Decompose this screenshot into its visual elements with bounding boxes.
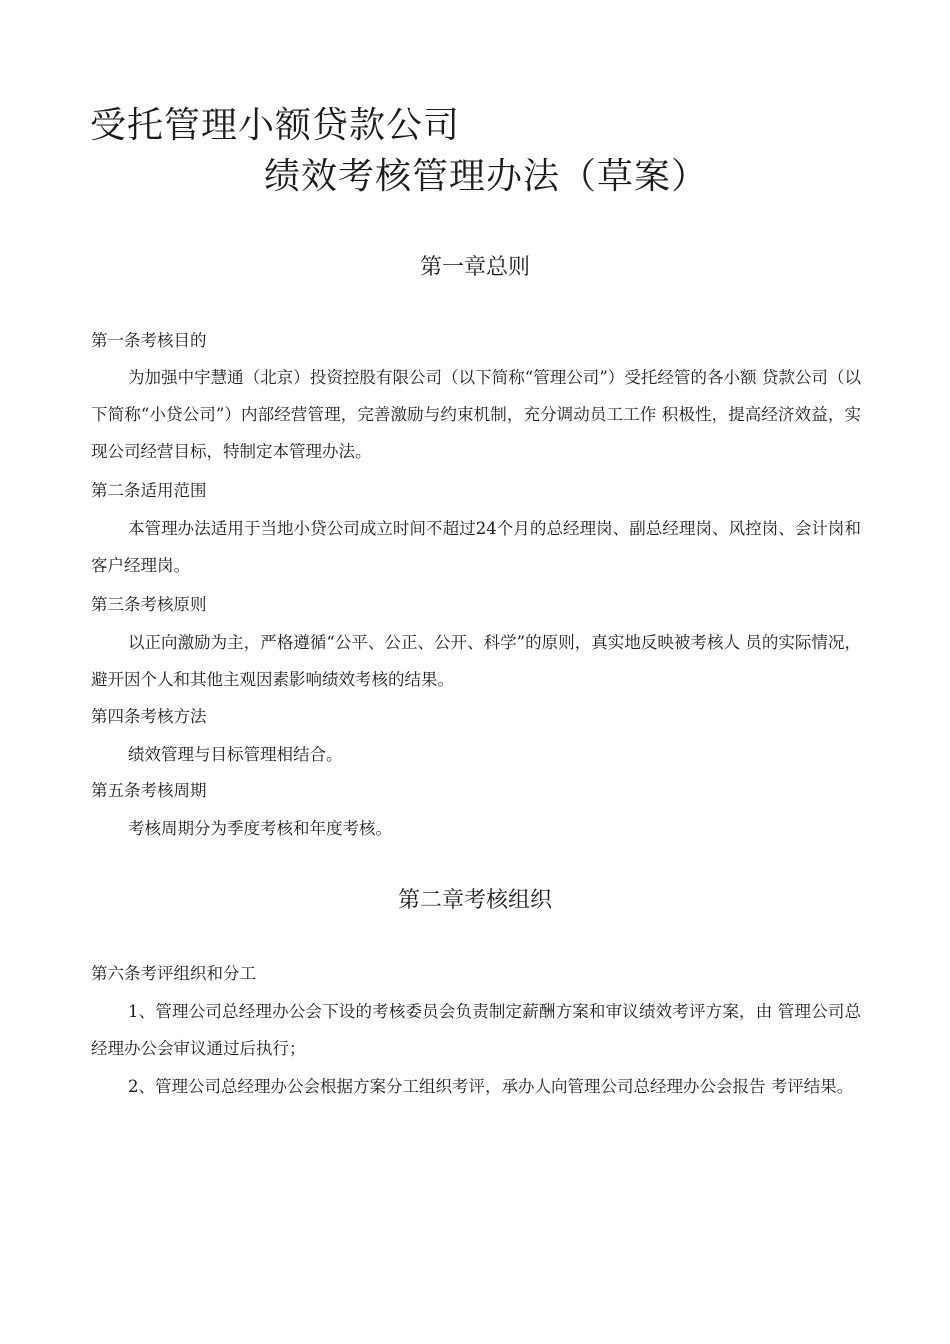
article-4-text: 绩效管理与目标管理相结合。 [128,745,343,764]
article-6-item-2: 2、管理公司总经理办公会根据方案分工组织考评，承办人向管理公司总经理办公会报告 考评结果。 [128,1077,854,1096]
article-4-heading: 第四条考核方法 [91,707,207,726]
article-5-heading: 第五条考核周期 [91,781,207,800]
article-2-heading: 第二条适用范围 [91,481,207,500]
article-1-heading: 第一条考核目的 [91,331,207,350]
article-5-text: 考核周期分为季度考核和年度考核。 [128,819,392,838]
chapter-2-heading: 第二章考核组织 [397,888,552,913]
document-title-line2: 绩效考核管理办法（草案） [264,156,709,197]
article-1-text: 为加强中宇慧通（北京）投资控股有限公司（以下简称“管理公司”）受托经管的各小额 贷款公司（以下简称“小贷公司”）内部经营管理，完善激励与约束机制，充分调动员工工作 积极性，提高经济效益，实现公司经营目标，特制定本管理办法。 [91,368,861,461]
article-6-heading: 第六条考评组织和分工 [91,964,256,983]
article-6-item-1: 1、管理公司总经理办公会下设的考核委员会负责制定薪酬方案和审议绩效考评方案，由 管理公司总经理办公会审议通过后执行； [91,1002,861,1058]
document-title-line1: 受托管理小额贷款公司 [90,105,461,146]
chapter-1-heading: 第一章总则 [419,255,530,280]
article-2-text: 本管理办法适用于当地小贷公司成立时间不超过24个月的总经理岗、副总经理岗、风控岗、会计岗和客户经理岗。 [91,519,861,575]
article-3-text: 以正向激励为主，严格遵循“公平、公正、公开、科学”的原则，真实地反映被考核人 员的实际情况，避开因个人和其他主观因素影响绩效考核的结果。 [91,633,861,689]
article-3-heading: 第三条考核原则 [91,595,207,614]
